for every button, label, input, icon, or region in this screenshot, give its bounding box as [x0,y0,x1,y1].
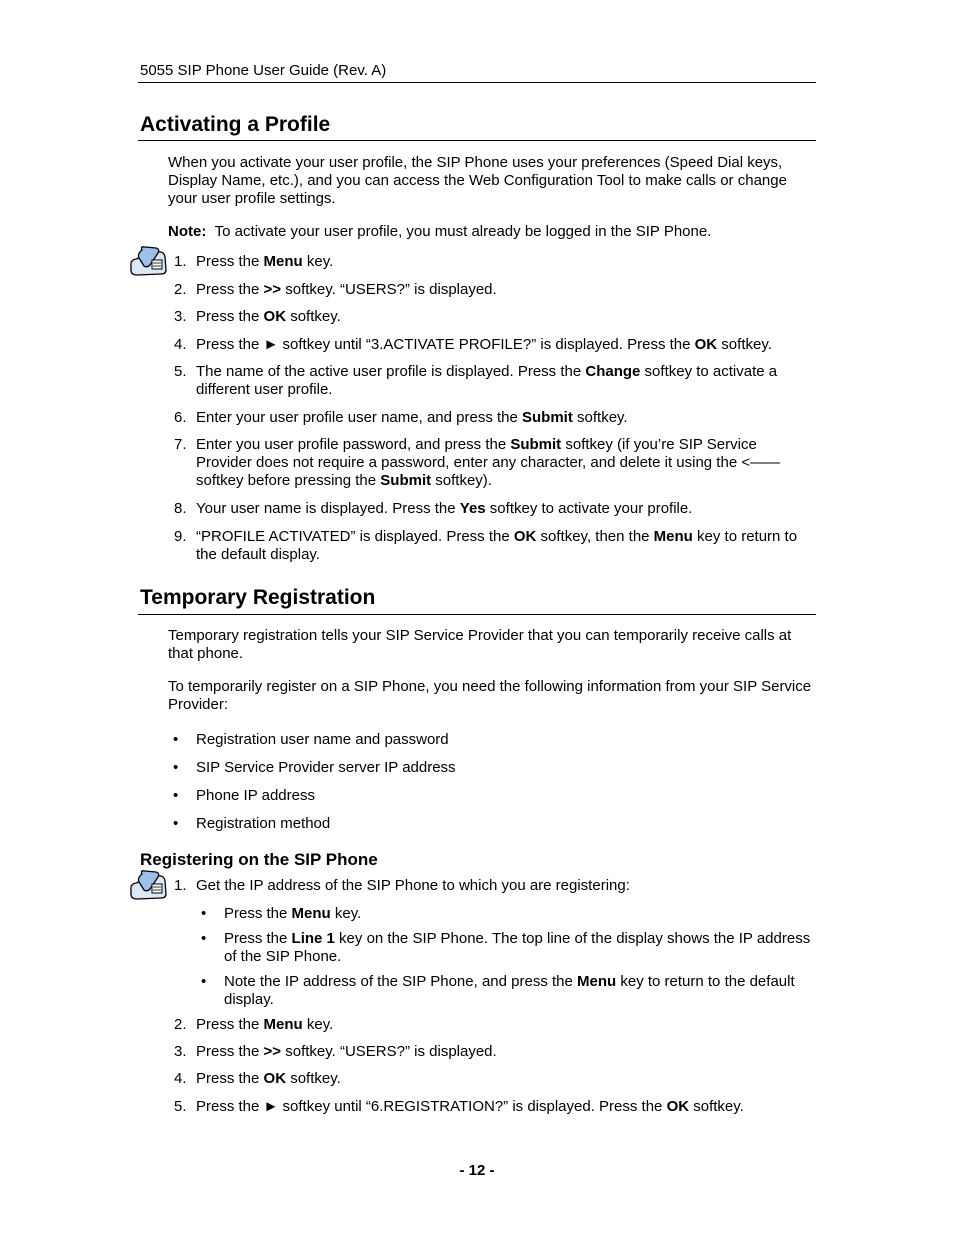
section-divider [138,140,816,141]
phone-icon [128,246,168,276]
text-run: softkey. [689,1098,744,1115]
bullet-marker: • [201,930,207,947]
text-run: Press the [196,1016,264,1033]
note-label: Note: [168,223,207,240]
text-run: Press the [196,253,264,270]
emphasized-text: OK [666,1098,690,1115]
step-number: 4. [174,336,187,353]
step-text [196,1098,813,1116]
section-heading-activating-profile: Activating a Profile [140,113,331,136]
step-text: Get the IP address of the SIP Phone to which you are registering: [196,877,630,894]
bullet-marker: • [201,905,207,922]
emphasized-text: Menu [263,1016,303,1033]
emphasized-text: Change [585,363,641,380]
section-divider [138,614,816,615]
text-run: softkey. [572,409,628,426]
emphasized-text: OK [263,1070,287,1087]
text-run: Press the [196,1043,264,1060]
step-text [196,336,813,354]
text-run: key. [330,905,362,922]
emphasized-text: Submit [522,409,573,426]
step-number: 5. [174,363,187,380]
text-run: softkey. [286,1070,341,1087]
step-text [196,1016,813,1034]
text-run: Press the ► softkey until “3.ACTIVATE PROFILE?” is displayed. Press the [196,336,695,353]
text-run: The name of the active user profile is displayed. Press the [196,363,586,380]
text-run: Your user name is displayed. Press the [196,500,460,517]
bullet-marker: • [173,787,179,804]
text-run: Enter your user profile user name, and press the [196,409,523,426]
text-run: Press the [196,308,264,325]
step-number: 3. [174,1043,187,1060]
emphasized-text: Line 1 [291,930,335,947]
list-item [224,905,814,923]
step-number: 1. [174,253,187,270]
step-text [196,409,813,427]
bullet-marker: • [173,759,179,776]
paragraph: Temporary registration tells your SIP Service Provider that you can temporarily receive calls at that phone. [168,627,792,662]
step-number: 5. [174,1098,187,1115]
text-run: softkey. “USERS?” is displayed. [281,1043,497,1060]
text-run: key to return to the default display. [224,973,795,1008]
emphasized-text: >> [263,281,282,298]
emphasized-text: Menu [577,973,617,990]
list-item: Registration method [196,815,331,832]
text-run: softkey, then the [536,528,654,545]
text-run: Press the [196,281,264,298]
step-text [196,363,813,399]
list-item: Phone IP address [196,787,315,804]
note-text: To activate your user profile, you must already be logged in the SIP Phone. [214,223,712,240]
step-number: 2. [174,281,187,298]
emphasized-text: Menu [263,253,303,270]
text-run: softkey (if you’re SIP Service Provider does not require a password, enter any character, and delete it using the <—— softkey before pressing the [196,436,781,489]
note-paragraph [168,223,813,241]
emphasized-text: OK [263,308,287,325]
step-number: 6. [174,409,187,426]
emphasized-text: >> [263,1043,282,1060]
step-number: 3. [174,308,187,325]
list-item [224,973,814,1009]
emphasized-text: Submit [380,472,432,489]
step-text [196,500,813,518]
emphasized-text: OK [513,528,537,545]
step-text [196,308,813,326]
text-run: softkey to activate your profile. [485,500,693,517]
step-number: 4. [174,1070,187,1087]
step-number: 1. [174,877,187,894]
text-run: key. [302,253,334,270]
step-number: 7. [174,436,187,453]
bullet-marker: • [201,973,207,990]
list-item: Registration user name and password [196,731,449,748]
running-header: 5055 SIP Phone User Guide (Rev. A) [140,62,387,79]
list-item: SIP Service Provider server IP address [196,759,456,776]
text-run: softkey to activate a different user profile. [196,363,778,398]
phone-icon [128,870,168,900]
text-run: key. [302,1016,334,1033]
step-number: 8. [174,500,187,517]
text-run: key on the SIP Phone. The top line of the display shows the IP address of the SIP Phone. [224,930,811,965]
subsection-heading: Registering on the SIP Phone [140,850,378,869]
paragraph: To temporarily register on a SIP Phone, you need the following information from your SIP Service Provider: [168,678,812,713]
emphasized-text: Menu [291,905,331,922]
step-text [196,253,813,271]
emphasized-text: OK [694,336,718,353]
text-run: softkey. [717,336,772,353]
header-divider [138,82,816,83]
text-run: Press the [224,930,292,947]
text-run: Press the ► softkey until “6.REGISTRATION?” is displayed. Press the [196,1098,667,1115]
emphasized-text: Yes [459,500,486,517]
text-run: Press the [196,1070,264,1087]
text-run: softkey). [431,472,492,489]
step-text [196,281,813,299]
step-text [196,436,813,490]
text-run: Press the [224,905,292,922]
text-run: key to return to the default display. [196,528,798,563]
step-number: 9. [174,528,187,545]
text-run: “PROFILE ACTIVATED” is displayed. Press the [196,528,514,545]
bullet-marker: • [173,815,179,832]
emphasized-text: Submit [510,436,562,453]
text-run: softkey. [286,308,341,325]
text-run: Enter you user profile password, and press the [196,436,511,453]
emphasized-text: Menu [653,528,693,545]
step-text [196,1070,813,1088]
list-item [224,930,814,966]
text-run: softkey. “USERS?” is displayed. [281,281,497,298]
step-text [196,1043,813,1061]
intro-paragraph: When you activate your user profile, the SIP Phone uses your preferences (Speed Dial keys, Display Name, etc.), and you can access the Web Configuration Tool to make calls or change your user profile settings. [168,154,787,207]
section-heading-temporary-registration: Temporary Registration [140,586,376,609]
page-number: - 12 - [459,1162,495,1179]
bullet-marker: • [173,731,179,748]
step-text [196,528,813,564]
step-number: 2. [174,1016,187,1033]
text-run: Note the IP address of the SIP Phone, and press the [224,973,578,990]
